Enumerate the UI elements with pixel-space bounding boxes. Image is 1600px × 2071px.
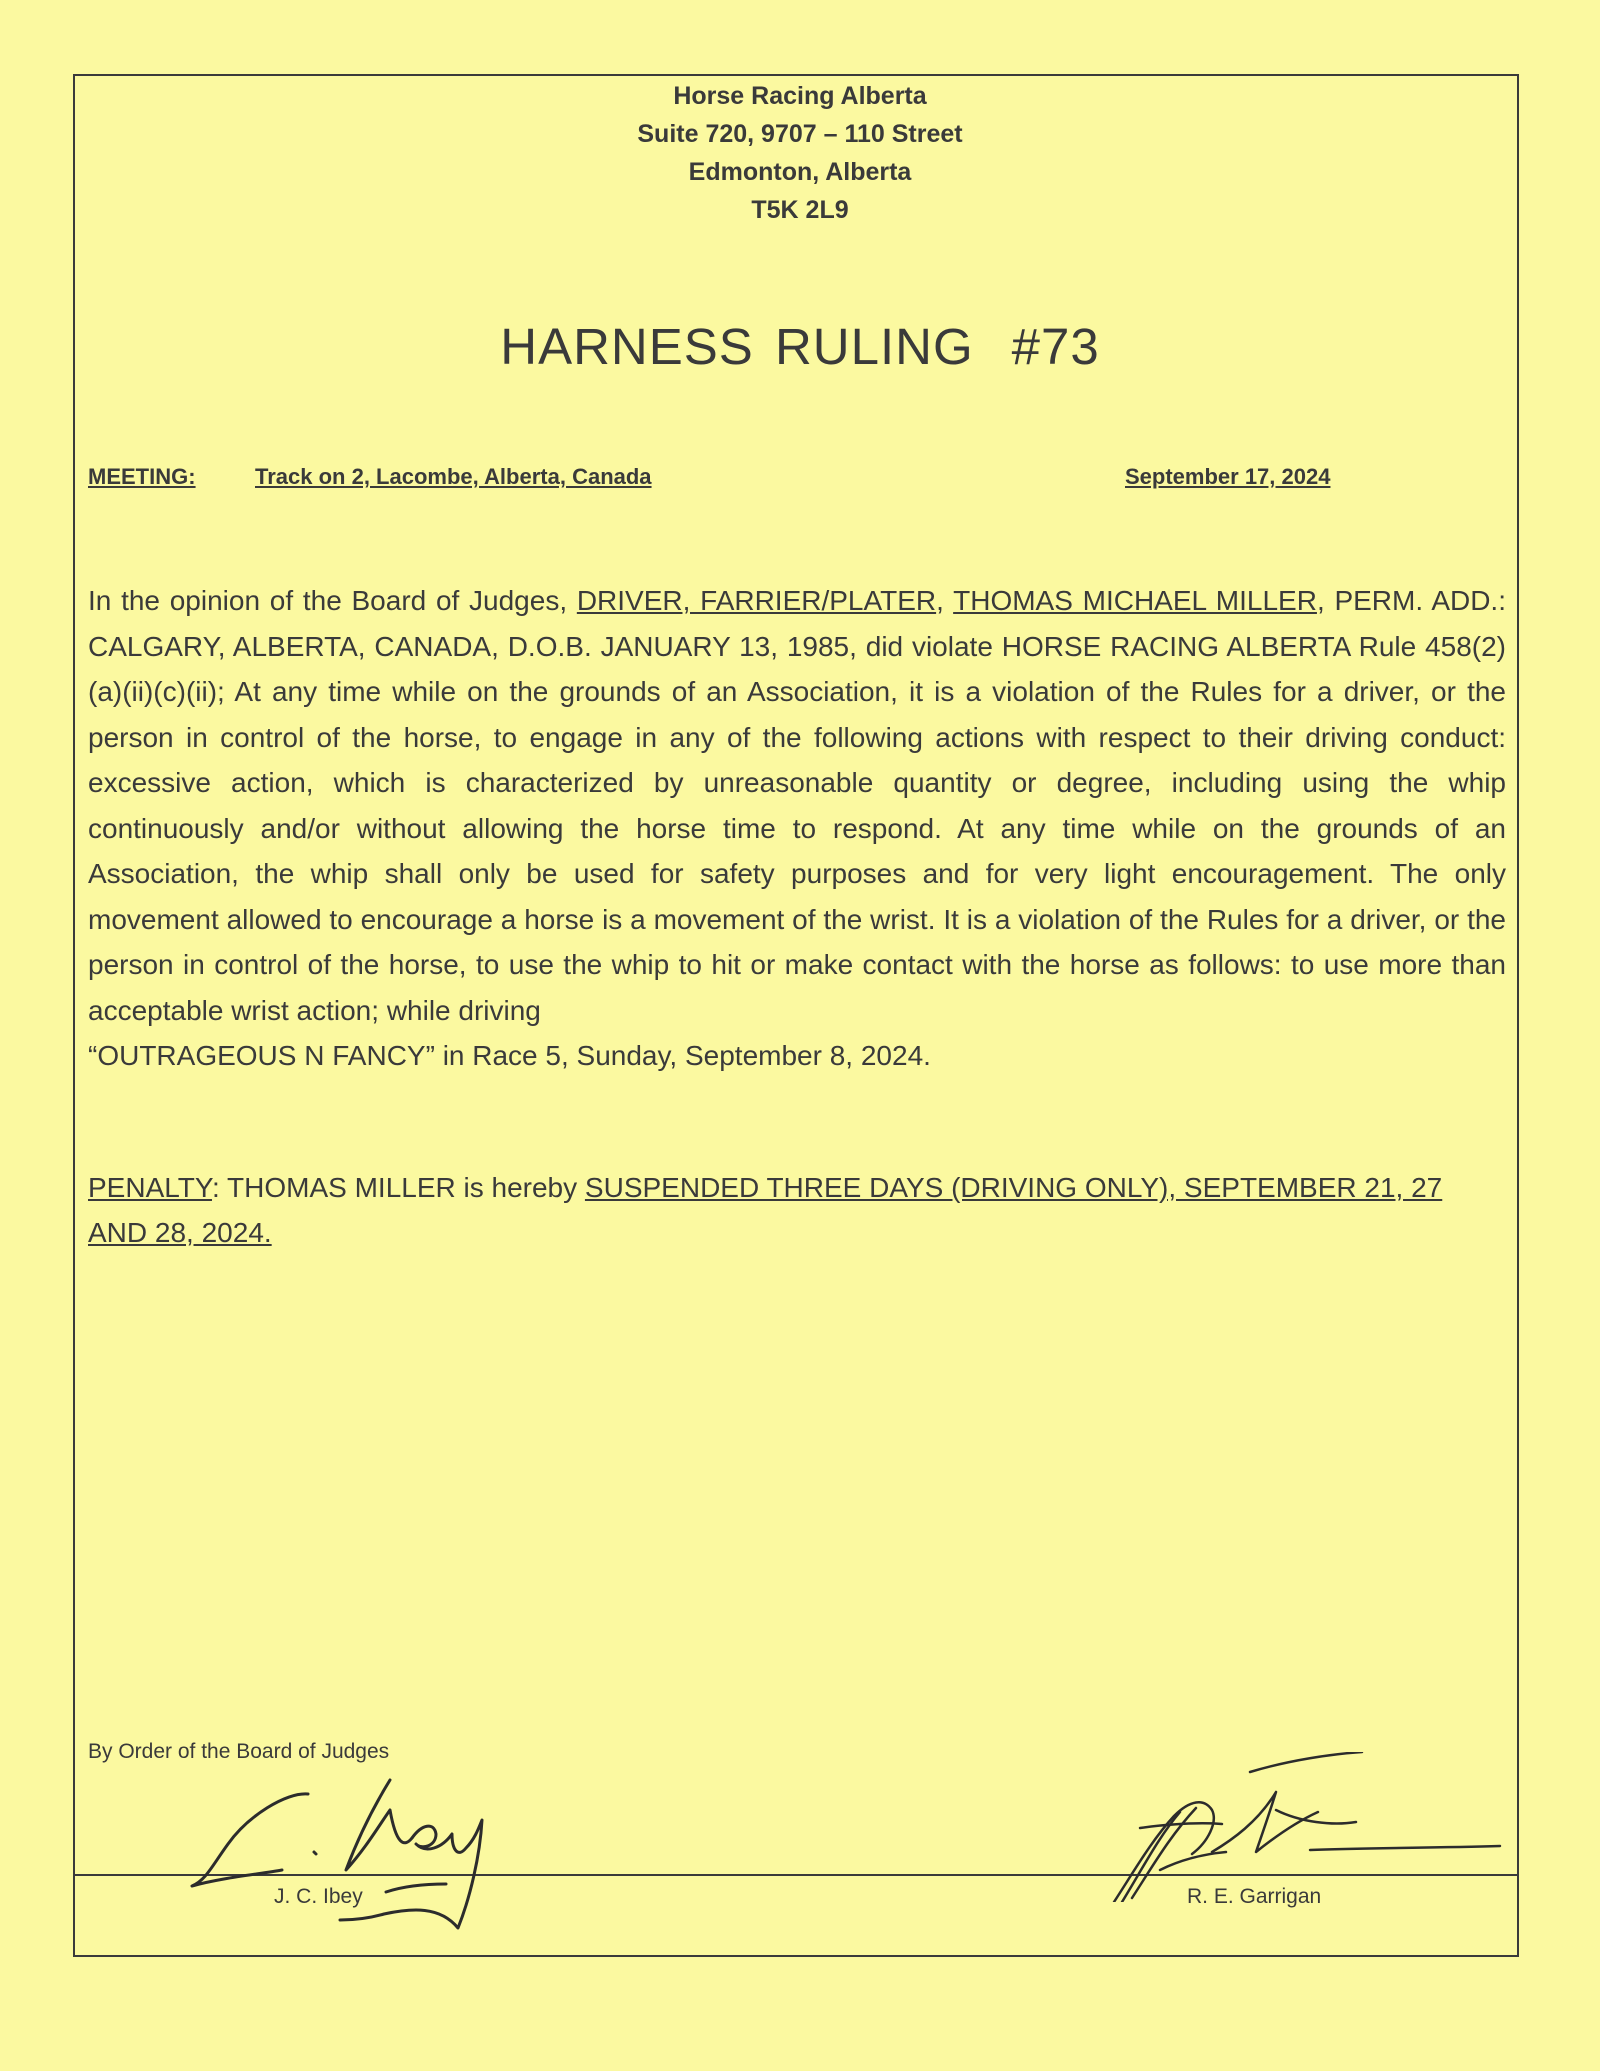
ruling-number: #73 [1011,318,1100,375]
ruling-person-name: THOMAS MICHAEL MILLER [953,585,1317,616]
penalty-label: PENALTY [88,1172,212,1203]
postal-code: T5K 2L9 [751,196,849,224]
ruling-body: In the opinion of the Board of Judges, DRIVER, FARRIER/PLATER, THOMAS MICHAEL MILLER, PERM. ADD.: CALGARY, ALBERTA, CANADA, D.O.B. JANUARY 13, 1985, did violate HORSE RACING ALBERTA Rule 458(2)(a)(ii)(c)(ii); At any time while on the grounds of an Association, it is a violation of the Rules for a driver, or the person in control of the horse, to engage in any of the following actions with respect to their driving conduct: excessive action, which is characterized by unreasonable quantity or degree, including using the whip continuously and/or without allowing the horse time to respond. At any time while on the grounds of an Association, the whip shall only be used for safety purposes and for very light encouragement. The only movement allowed to encourage a horse is a movement of the wrist. It is a violation of the Rules for a driver, or the person in control of the horse, to use the whip to hit or make contact with the horse as follows: to use more than acceptable wrist action; while driving “OUTRAGEOUS N FANCY” in Race 5, Sunday, September 8, 2024. [88,578,1506,1079]
by-order-text: By Order of the Board of Judges [88,1740,390,1763]
organization-name: Horse Racing Alberta [673,82,927,110]
signer-left-name: J. C. Ibey [274,1885,363,1908]
ruling-closing: “OUTRAGEOUS N FANCY” in Race 5, Sunday, September 8, 2024. [88,1040,931,1071]
penalty-terms: SUSPENDED THREE DAYS (DRIVING ONLY), SEPTEMBER 21, 27 AND 28, 2024. [88,1172,1443,1248]
address-line-1: Suite 720, 9707 – 110 Street [637,120,963,148]
ruling-roles: DRIVER, FARRIER/PLATER [576,585,937,616]
ruling-title-text: HARNESS RULING [500,318,974,375]
meeting-label: MEETING: [88,464,196,489]
meeting-date: September 17, 2024 [1125,464,1331,489]
letterhead [0,77,1600,229]
signer-right-name: R. E. Garrigan [1187,1885,1322,1908]
address-line-2: Edmonton, Alberta [688,158,912,186]
ruling-title [0,312,1600,382]
meeting-row [88,460,1378,494]
ruling-intro: In the opinion of the Board of Judges, [88,585,568,616]
penalty-text: : THOMAS MILLER is hereby [211,1172,585,1203]
meeting-venue: Track on 2, Lacombe, Alberta, Canada [255,464,652,489]
ruling-details: PERM. ADD.: CALGARY, ALBERTA, CANADA, D.O.B. JANUARY 13, 1985, did violate HORSE RACING ALBERTA Rule 458(2)(a)(ii)(c)(ii); At any time while on the grounds of an Association, it is a violation of the Rules for a driver, or the person in control of the horse, to engage in any of the following actions with respect to their driving conduct: excessive action, which is characterized by unreasonable quantity or degree, including using the whip continuously and/or without allowing the horse time to respond. At any time while on the grounds of an Association, the whip shall only be used for safety purposes and for very light encouragement. The only movement allowed to encourage a horse is a movement of the wrist. It is a violation of the Rules for a driver, or the person in control of the horse, to use the whip to hit or make contact with the horse as follows: to use more than acceptable wrist action; while driving [88,585,1506,1026]
signature-right [1100,1752,1520,1902]
penalty-paragraph [88,1165,1506,1255]
